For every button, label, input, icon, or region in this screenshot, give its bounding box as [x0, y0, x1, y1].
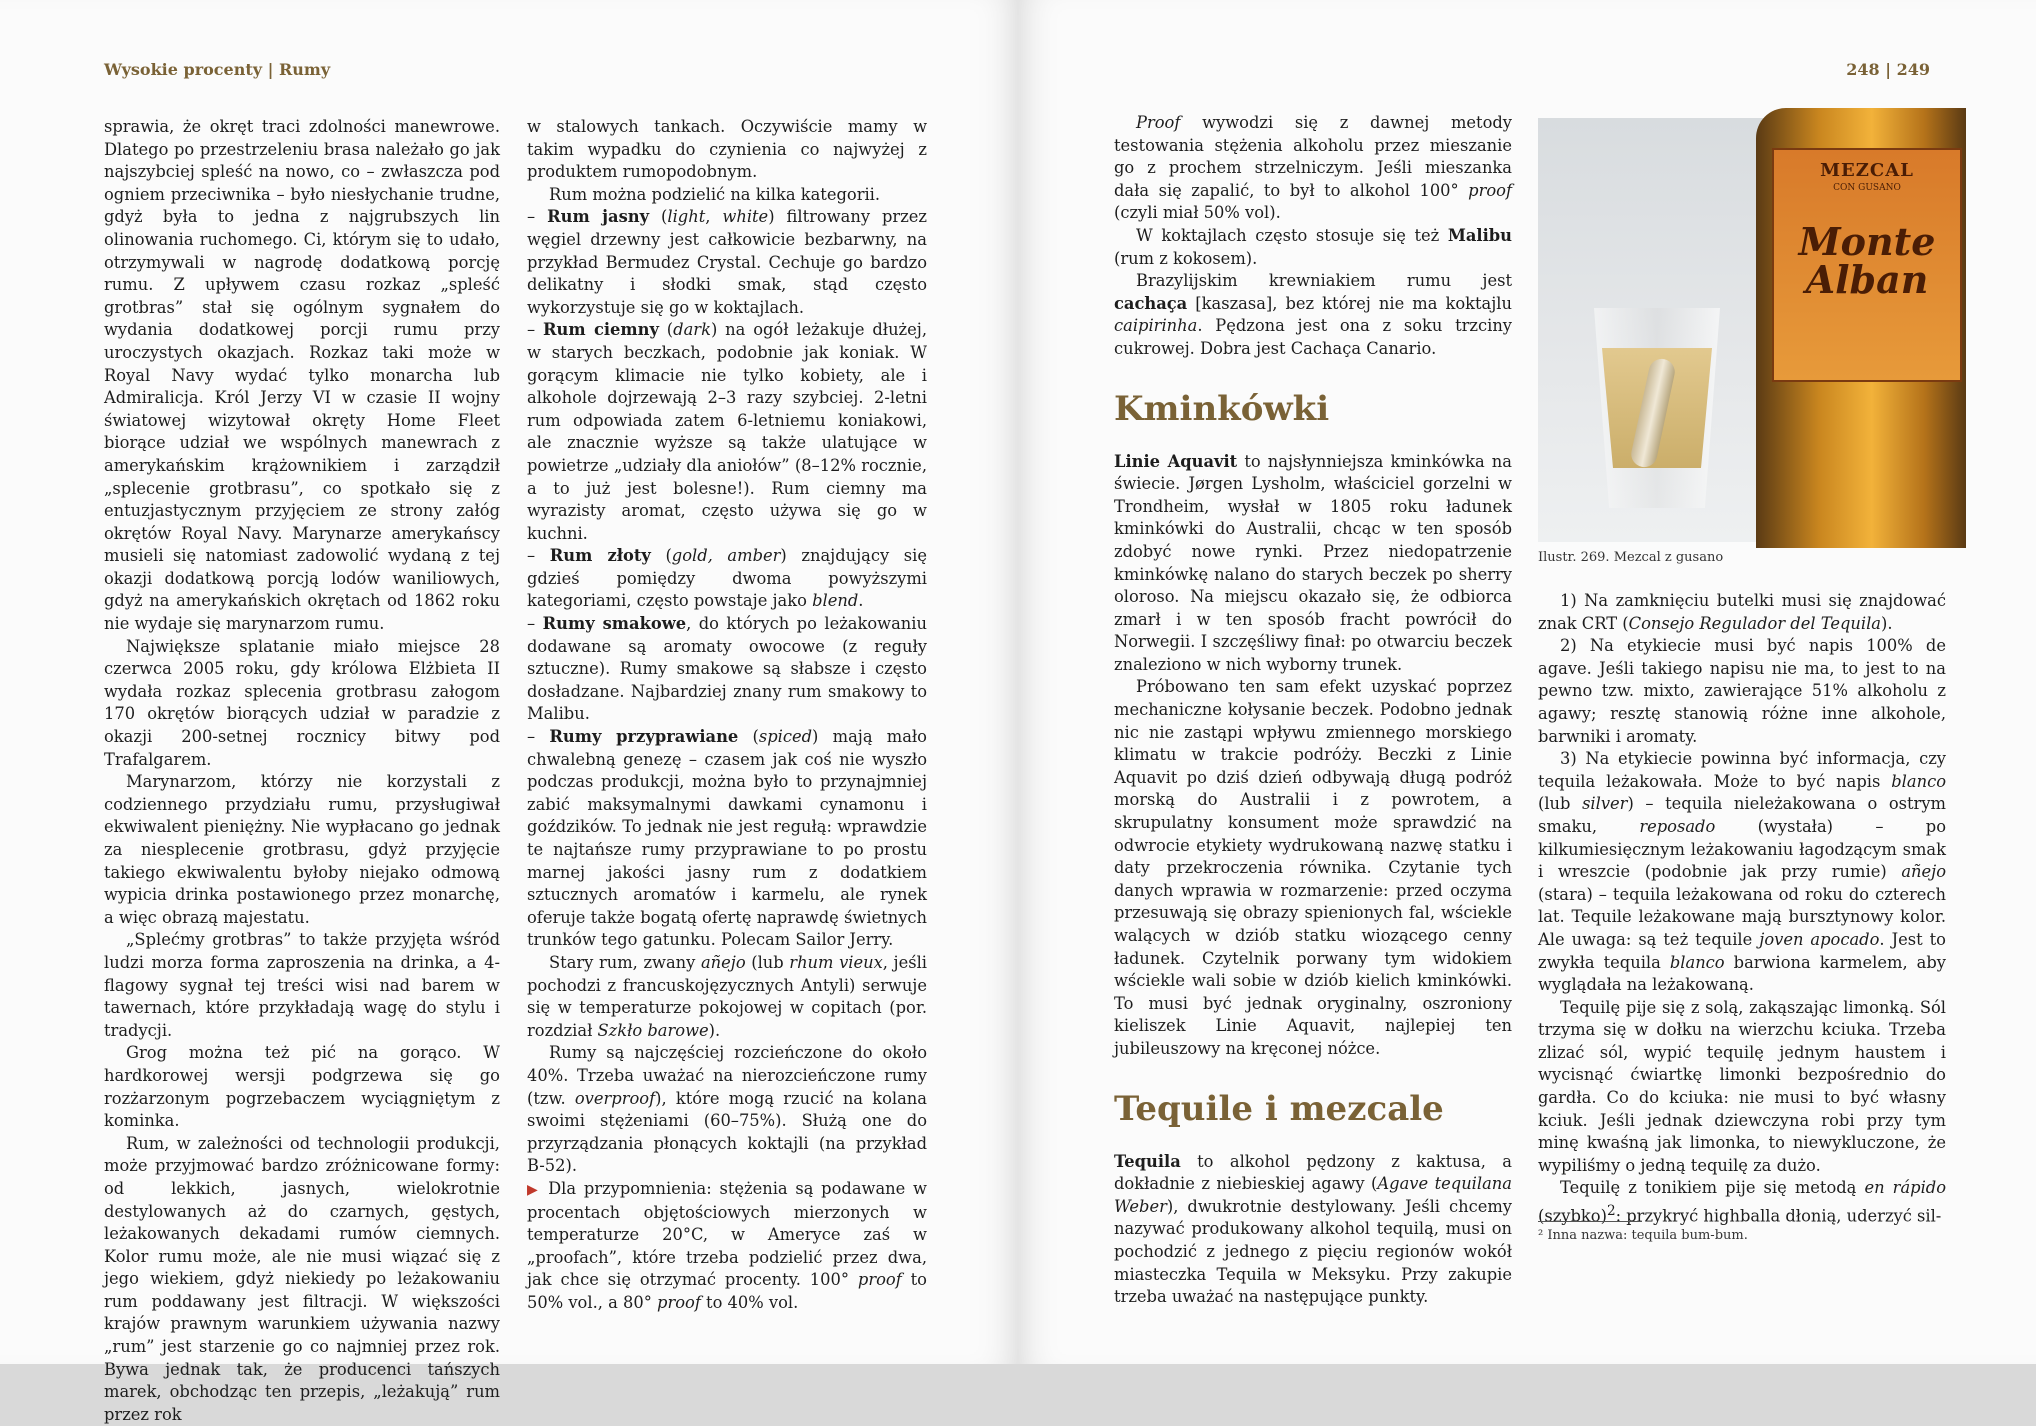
- paragraph: Tequilę pije się z solą, zakąszając limonką. Sól trzyma się w dołku na wierzchu kciuka. Trzeba zlizać sól, wypić tequilę jednym haustem i wycisnąć ćwiartkę limonki bezpośrednio do gardła. Co do kciuka: nie musi to być własny kciuk. Jeśli jednak dziewczyna robi przy tym minę kwaśną jak limonka, to niewykluczone, że wypiliśmy o jedną tequilę za dużo.: [1538, 997, 1946, 1175]
- paragraph: w stalowych tankach. Oczywiście mamy w takim wypadku do czynienia co najwyżej z produktem rumopodobnym.: [527, 117, 927, 182]
- arrow-icon: ▶: [527, 1181, 541, 1198]
- paragraph: 1) Na zamknięciu butelki musi się znajdować znak CRT (Consejo Regulador del Tequila).: [1538, 591, 1946, 633]
- note-paragraph: ▶ Dla przypomnienia: stężenia są podawane w procentach objętościowych mierzonych w temperaturze 20°C, w Ameryce zaś w „proofach”, które trzeba podzielić przez dwa, jak chce się otrzymać procenty. 100° proof to 50% vol., a 80° proof to 40% vol.: [527, 1178, 927, 1312]
- photo-caption: Ilustr. 269. Mezcal z gusano: [1538, 550, 1724, 565]
- paragraph: sprawia, że okręt traci zdolności manewrowe. Dlatego po przestrzeleniu brasa należało go jak najszybciej spleść na nowo, co – zwłaszcza pod ogniem przeciwnika – było niesłychanie trudne, gdyż była to jedna z najgrubszych lin olinowania ruchomego. Ci, którym się to udało, otrzymywali w nagrodę dodatkową porcję rumu. Z upływem czasu rozkaz „spleść grotbras” stał się ogólnym sygnałem do wydania dodatkowej porcji rumu przy uroczystych okazjach. Rozkaz taki może w Royal Navy wydać tylko monarcha lub Admiralicja. Król Jerzy VI w czasie II wojny światowej wizytował okręty Home Fleet biorące udział we wspólnych manewrach z amerykańskim krążownikiem i zarządził „splecenie grotbrasu”, co spotkało się z entuzjastycznym przyjęciem ze strony załóg okrętów Royal Navy. Marynarze amerykańscy musieli się natomiast zadowolić wydaną z tej okazji dodatkową porcją lodów waniliowych, gdyż na amerykańskich okrętach od 1862 roku nie wydaje się marynarzom rumu.: [104, 117, 500, 634]
- left-page: [0, 0, 1018, 1424]
- paragraph: Rum można podzielić na kilka kategorii.: [549, 184, 881, 204]
- list-item: – Rumy smakowe, do których po leżakowaniu dodawane są aromaty owocowe (z reguły sztuczne). Rumy smakowe są słabsze i często dosładzane. Najbardziej znany rum smakowy to Malibu.: [527, 614, 927, 724]
- paragraph: Rum, w zależności od technologii produkcji, może przyjmować bardzo zróżnicowane formy: od lekkich, jasnych, wielokrotnie destylowanych aż do czarnych, gęstych, leżakowanych dekadami rumów ciemnych. Kolor rumu może, ale nie musi wiązać się z jego wiekiem, gdyż niekiedy po leżakowaniu rum poddawany jest filtracji. W większości krajów prawnym warunkiem używania nazwy „rum” jest starzenie go co najmniej przez rok. Bywa jednak tak, że producenci tańszych marek, obchodząc ten przepis, „leżakują” rum przez rok: [104, 1133, 500, 1424]
- footnote-divider: [1538, 1221, 1642, 1222]
- footnote: ² Inna nazwa: tequila bum-bum.: [1538, 1228, 1748, 1243]
- shot-glass: [1594, 308, 1720, 508]
- paragraph: 3) Na etykiecie powinna być informacja, czy tequila leżakowała. Może to być napis blanco (lub silver) – tequila nieleżakowana o ostrym smaku, reposado (wystała) – po kilkumiesięcznym leżakowaniu łagodzącym smak i wreszcie (podobnie jak przy rumie) añejo (stara) – tequila leżakowana od roku do czterech lat. Tequile leżakowane mają bursztynowy kolor. Ale uwaga: są też tequile joven apocado. Jest to zwykła tequila blanco barwiona karmelem, aby wyglądała na leżakowaną.: [1538, 749, 1946, 995]
- paragraph: Linie Aquavit to najsłynniejsza kminkówka na świecie. Jørgen Lysholm, właściciel gorzelni w Trondheim, wysłał w 1805 roku ładunek kminkówki do Australii, chcąc w ten sposób zdobyć nowe rynki. Przez niedopatrzenie kminkówkę nalano do starych beczek po sherry oloroso. Na miejscu okazało się, że odbiorca zmarł i w ten sposób fracht powrócił do Norwegii. I szczęśliwy finał: po otwarciu beczek znaleziono w nich wyborny trunek.: [1114, 451, 1512, 674]
- paragraph: Największe splatanie miało miejsce 28 czerwca 2005 roku, gdy królowa Elżbieta II wydała rozkaz splecenia grotbrasu załogom 170 okrętów biorących udział w paradzie z okazji 200-setnej rocznicy bitwy pod Trafalgarem.: [104, 636, 500, 769]
- text-column-4: [1538, 590, 1946, 1228]
- list-item: – Rum złoty (gold, amber) znajdujący się gdzieś pomiędzy dwoma powyższymi kategoriami, często powstaje jako blend.: [527, 546, 927, 611]
- text-column-1: [104, 116, 500, 1426]
- paragraph: Tequilę z tonikiem pije się metodą en rápido (szybko)$^2$: przykryć highballa dłonią, uderzyć sil-: [1538, 1178, 1947, 1226]
- mezcal-photo: [1538, 118, 1949, 542]
- list-item: – Rum ciemny (dark) na ogół leżakuje dłużej, w starych beczkach, podobnie jak koniak. W gorącym klimacie nie tylko kobiety, ale i alkohole dojrzewają 2–3 razy szybciej. 2-letni rum odpowiada zatem 6-letniemu koniakowi, ale znacznie wyższe są także ulatujące w powietrze „udziały dla aniołów” (8–12% rocznie, a to już jest bolesne!). Rum ciemny ma wyrazisty aromat, często używa się go w kuchni.: [527, 320, 927, 543]
- paragraph: Brazylijskim krewniakiem rumu jest cachaça [kaszasa], bez której nie ma koktajlu caipirinha. Pędzona jest ona z soku trzciny cukrowej. Dobra jest Cachaça Canario.: [1114, 271, 1512, 358]
- text-column-3: [1114, 112, 1512, 1309]
- list-item: – Rum jasny (light, white) filtrowany przez węgiel drzewny jest całkowicie bezbarwny, na przykład Bermudez Crystal. Cechuje go bardzo delikatny i słodki smak, stąd często wykorzystuje się go w koktajlach.: [527, 207, 927, 317]
- paragraph: Proof wywodzi się z dawnej metody testowania stężenia alkoholu przez mieszanie go z prochem strzelniczym. Jeśli mieszanka dała się zapalić, to był to alkohol 100° proof (czyli miał 50% vol).: [1114, 113, 1512, 223]
- right-page: [1018, 0, 2036, 1364]
- bottle: [1756, 108, 1966, 548]
- paragraph: „Splećmy grotbras” to także przyjęta wśród ludzi morza forma zaproszenia na drinka, a 4-flagowy sygnał tej treści wisi nad barem w tawernach, które przykładają wagę do stylu i tradycji.: [104, 930, 500, 1040]
- paragraph: Próbowano ten sam efekt uzyskać poprzez mechaniczne kołysanie beczek. Podobno jednak nic nie zastąpi wpływu zmiennego morskiego klimatu w trakcie podróży. Beczki z Linie Aquavit po dziś dzień odbywają długą podróż morską do Australii i z powrotem, a skrupulatny konsument może sprawdzić na odwrocie etykiety wydrukowaną nazwę statku i daty przekroczenia równika. Czytanie tych danych wprawia w rozmarzenie: przed oczyma przesuwają się obrazy spienionych fal, wściekle walących w dziób statku wiozącego cenny ładunek. Czytelnik porwany tym widokiem wściekle wali sobie w dziób kielich kminkówki. To musi być jednak oryginalny, oszroniony kieliszek Linie Aquavit, najlepiej ten jubileuszowy na kręconej nóżce.: [1114, 677, 1512, 1058]
- section-heading: Kminkówki: [1114, 388, 1330, 429]
- paragraph: Marynarzom, którzy nie korzystali z codziennego przydziału rumu, przysługiwał ekwiwalent pieniężny. Nie wypłacano go jednak za niesplecenie grotbrasu, gdyż przyjęcie takiego ekwiwalentu byłoby niejako odmową wypicia drinka postawionego przez monarchę, a więc obrazą majestatu.: [104, 772, 500, 927]
- section-heading: Tequile i mezcale: [1114, 1088, 1444, 1129]
- list-item: – Rumy przyprawiane (spiced) mają mało chwalebną genezę – czasem jak coś nie wyszło podczas produkcji, można było to przynajmniej zabić maksymalnymi dawkami cynamonu i goździków. To jednak nie jest regułą: wprawdzie te najtańsze rumy przyprawiane to po prostu marnej jakości jasny rum z dodatkiem sztucznych aromatów i karmelu, ale rynek oferuje także bogatą ofertę naprawdę świetnych trunków tego gatunku. Polecam Sailor Jerry.: [527, 727, 927, 950]
- paragraph: Stary rum, zwany añejo (lub rhum vieux, jeśli pochodzi z francuskojęzycznych Antyli) serwuje się w temperaturze pokojowej w copitach (por. rozdział Szkło barowe).: [527, 952, 927, 1040]
- paragraph: Rumy są najczęściej rozcieńczone do około 40%. Trzeba uważać na nierozcieńczone rumy (tzw. overproof), które mogą rzucić na kolana swoimi stężeniami (60–75%). Służą one do przyrządzania płonących koktajli (na przykład B-52).: [527, 1043, 927, 1176]
- running-header: Wysokie procenty | Rumy: [104, 60, 331, 79]
- paragraph: 2) Na etykiecie musi być napis 100% de agave. Jeśli takiego napisu nie ma, to jest to na pewno tzw. mixto, zawierające 51% alkoholu z agawy; resztę stanowią różne inne alkohole, barwniki i aromaty.: [1538, 636, 1946, 746]
- paragraph: Grog można też pić na gorąco. W hardkorowej wersji podgrzewa się go rozżarzonym pogrzebaczem wyciągniętym z kominka.: [104, 1043, 500, 1131]
- bottle-label: MEZCAL CON GUSANO Monte Alban: [1772, 148, 1962, 382]
- text-column-2: [527, 116, 927, 1314]
- paragraph: Tequila to alkohol pędzony z kaktusa, a dokładnie z niebieskiej agawy (Agave tequilana Weber), dwukrotnie destylowany. Jeśli chcemy nazywać produkowany alkohol tequilą, musi on pochodzić z jednego z pięciu regionów wokół miasteczka Tequila w Meksyku. Przy zakupie trzeba uważać na następujące punkty.: [1114, 1151, 1512, 1307]
- page-numbers: 248 | 249: [1846, 60, 1930, 79]
- paragraph: W koktajlach często stosuje się też Malibu (rum z kokosem).: [1114, 225, 1512, 268]
